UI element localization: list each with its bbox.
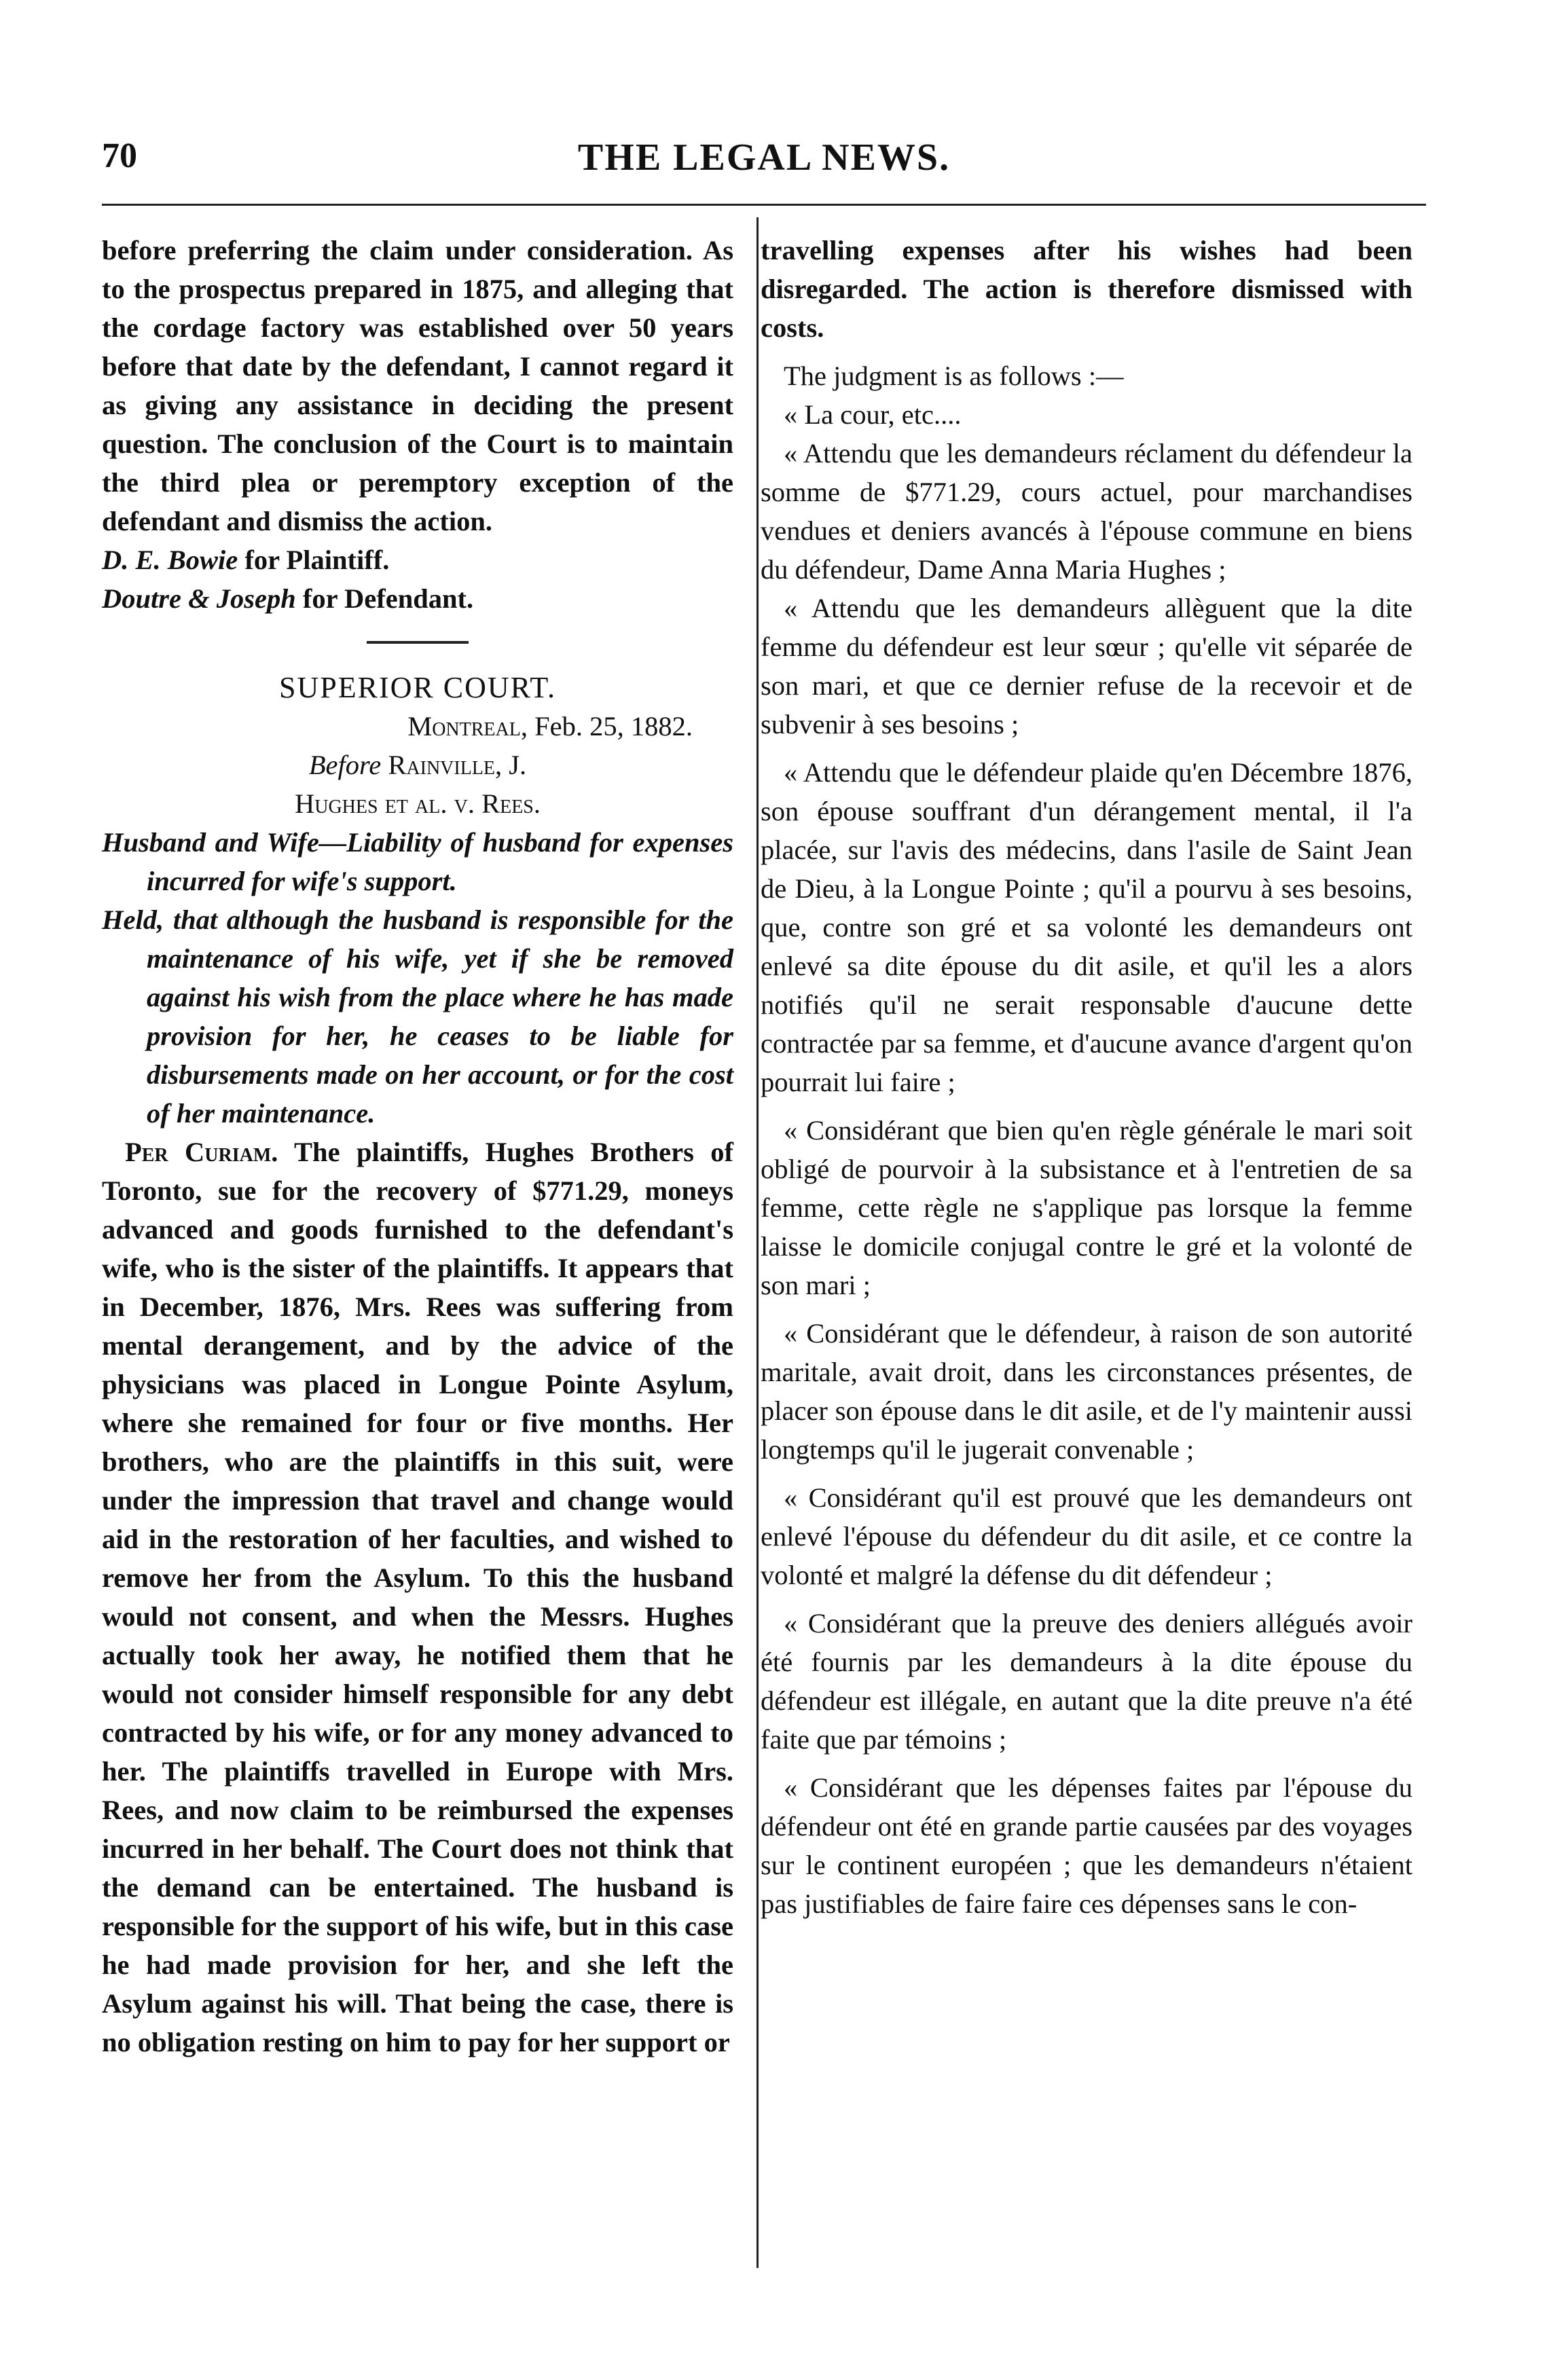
plaintiff-counsel-name: D. E. Bowie [102, 545, 238, 575]
place: Montreal, [407, 711, 528, 742]
defendant-counsel-role: for Defendant. [295, 583, 474, 614]
journal-title: THE LEGAL NEWS. [577, 136, 951, 179]
defendant-counsel-name: Doutre & Joseph [102, 583, 296, 614]
right-column [761, 231, 1412, 1923]
judge-name: Rainville, J. [381, 750, 527, 780]
judgment-paragraph: « Considérant que le défendeur, à raison de son autorité maritale, avait droit, dans les circonstances présentes, de placer son épouse dans le dit asile, et de l'y maintenir aussi longtemps qu'il le jugerait convenable ; [761, 1318, 1412, 1465]
section-divider [367, 641, 469, 644]
before-word: Before [308, 750, 382, 780]
judge-line [102, 746, 733, 784]
date: Feb. 25, 1882. [528, 711, 693, 742]
date-line [102, 707, 733, 746]
case-name: Hughes et al. v. Rees. [294, 788, 541, 819]
judgment-paragraph: « Attendu que les demandeurs réclament du défendeur la somme de $771.29, cours actuel, pour marchandises vendues et deniers avancés à l'épouse commune en biens du défendeur, Dame Anna Maria Hughes ; [761, 438, 1412, 585]
left-column [102, 231, 733, 2062]
page-number: 70 [102, 136, 137, 175]
column-divider [756, 217, 759, 2268]
court-heading: SUPERIOR COURT. [279, 671, 556, 704]
judgment-paragraph: « La cour, etc.... [784, 399, 962, 430]
case-holding: Held, that although the husband is responsible for the maintenance of his wife, yet if she be removed against his wish from the place where he has made provision for her, he ceases to be liable for disbursements made on her account, or for the cost of her maintenance. [102, 904, 733, 1129]
header-rule [102, 204, 1426, 206]
judgment-paragraph: « Considérant que bien qu'en règle générale le mari soit obligé de pourvoir à la subsistance et à l'entretien de sa femme, cette règle ne s'applique pas lorsque la femme laisse le domicile conjugal contre le gré et la volonté de son mari ; [761, 1115, 1412, 1300]
continued-paragraph: before preferring the claim under consideration. As to the prospectus prepared in 1875, and alleging that the cordage factory was established over 50 years before that date by the defendant, I cannot regard it as giving any assistance in deciding the present question. The conclusion of the Court is to maintain the third plea or peremptory exception of the defendant and dismiss the action. [102, 235, 733, 536]
plaintiff-counsel-role: for Plaintiff. [238, 545, 390, 575]
case-subject: Husband and Wife—Liability of husband for expenses incurred for wife's support. [102, 827, 733, 896]
judgment-paragraph: « Considérant que les dépenses faites par l'épouse du défendeur ont été en grande partie causées par des voyages sur le continent européen ; que les demandeurs n'étaient pas justifiables de faire faire ces dépenses sans le con- [761, 1772, 1412, 1919]
judgment-paragraph: « Attendu que les demandeurs allèguent que la dite femme du défendeur est leur sœur ; qu'elle vit séparée de son mari, et que ce dernier refuse de la recevoir et de subvenir à ses besoins ; [761, 593, 1412, 739]
judgment-paragraph: « Considérant que la preuve des deniers allégués avoir été fournis par les demandeurs à la dite épouse du défendeur est illégale, en autant que la dite preuve n'a été faite que par témoins ; [761, 1608, 1412, 1755]
per-curiam-label: Per Curiam. [125, 1137, 278, 1167]
defendant-counsel [102, 579, 733, 618]
plaintiff-counsel [102, 541, 733, 579]
judgment-paragraph: « Attendu que le défendeur plaide qu'en Décembre 1876, son épouse souffrant d'un dérangement mental, il l'a placée, sur l'avis des médecins, dans l'asile de Saint Jean de Dieu, à la Longue Pointe ; qu'il a pourvu à ses besoins, que, contre son gré et sa volonté les demandeurs ont enlevé sa dite épouse du dit asile, et qu'il les a alors notifiés qu'il ne serait responsable d'aucune dette contractée par sa femme, et d'aucune avance d'argent qu'on pourrait lui faire ; [761, 757, 1412, 1097]
judgment-paragraph: « Considérant qu'il est prouvé que les demandeurs ont enlevé l'épouse du défendeur du dit asile, et ce contre la volonté et malgré la défense du dit défendeur ; [761, 1482, 1412, 1590]
continued-paragraph-right: travelling expenses after his wishes had been disregarded. The action is therefore dismissed with costs. [761, 235, 1412, 343]
judgment-intro: The judgment is as follows :— [784, 361, 1124, 391]
per-curiam-text: The plaintiffs, Hughes Brothers of Toronto, sue for the recovery of $771.29, moneys advanced and goods furnished to the defendant's wife, who is the sister of the plaintiffs. It appears that in December, 1876, Mrs. Rees was suffering from mental derangement, and by the advice of the physicians was placed in Longue Pointe Asylum, where she remained for four or five months. Her brothers, who are the plaintiffs in this suit, were under the impression that travel and change would aid in the restoration of her faculties, and wished to remove her from the Asylum. To this the husband would not consent, and when the Messrs. Hughes actually took her away, he notified them that he would not consider himself responsible for any debt contracted by his wife, or for any money advanced to her. The plaintiffs travelled in Europe with Mrs. Rees, and now claim to be reimbursed the expenses incurred in her behalf. The Court does not think that the demand can be entertained. The husband is responsible for the support of his wife, but in this case he had made provision for her, and she left the Asylum against his will. That being the case, there is no obligation resting on him to pay for her support or [102, 1137, 733, 2057]
page-header [102, 136, 1426, 204]
per-curiam-paragraph [102, 1133, 733, 2062]
